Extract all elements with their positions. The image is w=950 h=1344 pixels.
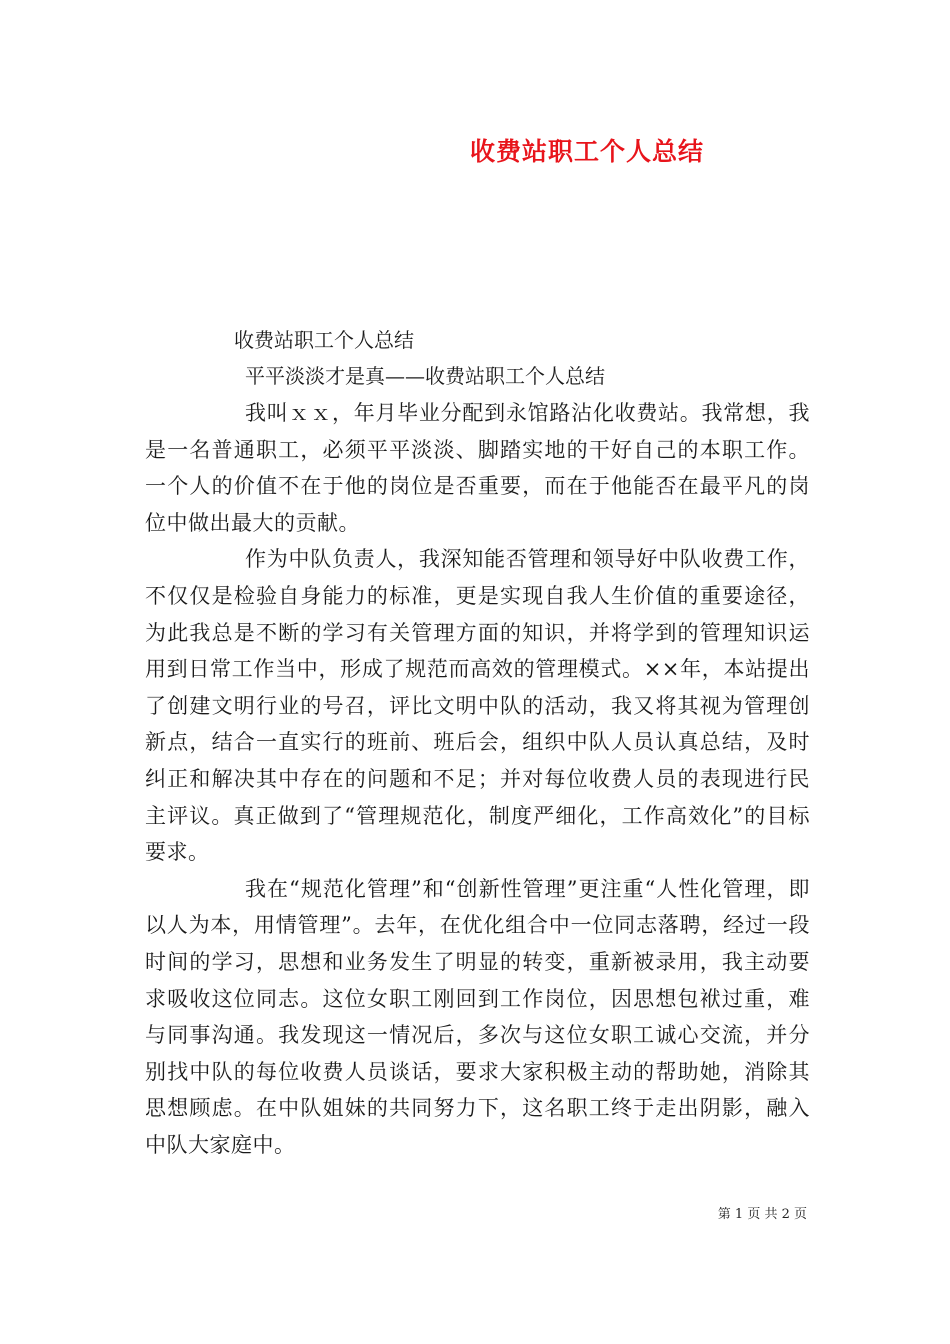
document-title: 收费站职工个人总结 bbox=[470, 137, 705, 166]
paragraph-1: 我叫ｘｘ，年月毕业分配到永馆路沾化收费站。我常想，我是一名普通职工，必须平平淡淡、脚踏实地的干好自己的本职工作。一个人的价值不在于他的岗位是否重要，而在于他能否在最平凡的岗位中做出最大的贡献。 bbox=[145, 401, 810, 535]
page-number: 第 1 页 共 2 页 bbox=[717, 1207, 807, 1222]
body-text bbox=[145, 395, 810, 1163]
paragraph-3: 我在“规范化管理”和“创新性管理”更注重“人性化管理，即以人为本，用情管理”。去年，在优化组合中一位同志落聘，经过一段时间的学习，思想和业务发生了明显的转变，重新被录用，我主动要求吸收这位同志。这位女职工刚回到工作岗位，因思想包袱过重，难与同事沟通。我发现这一情况后，多次与这位女职工诚心交流，并分别找中队的每位收费人员谈话，要求大家积极主动的帮助她，消除其思想顾虑。在中队姐妹的共同努力下，这名职工终于走出阴影，融入中队大家庭中。 bbox=[145, 876, 810, 1157]
section-subheading: 平平淡淡才是真——收费站职工个人总结 bbox=[245, 364, 605, 388]
section-heading: 收费站职工个人总结 bbox=[234, 328, 414, 352]
paragraph-2: 作为中队负责人，我深知能否管理和领导好中队收费工作，不仅仅是检验自身能力的标准，更是实现自我人生价值的重要途径，为此我总是不断的学习有关管理方面的知识，并将学到的管理知识运用到日常工作当中，形成了规范而高效的管理模式。××年，本站提出了创建文明行业的号召，评比文明中队的活动，我又将其视为管理创新点，结合一直实行的班前、班后会，组织中队人员认真总结，及时纠正和解决其中存在的问题和不足；并对每位收费人员的表现进行民主评议。真正做到了“管理规范化，制度严细化，工作高效化”的目标要求。 bbox=[145, 547, 810, 865]
